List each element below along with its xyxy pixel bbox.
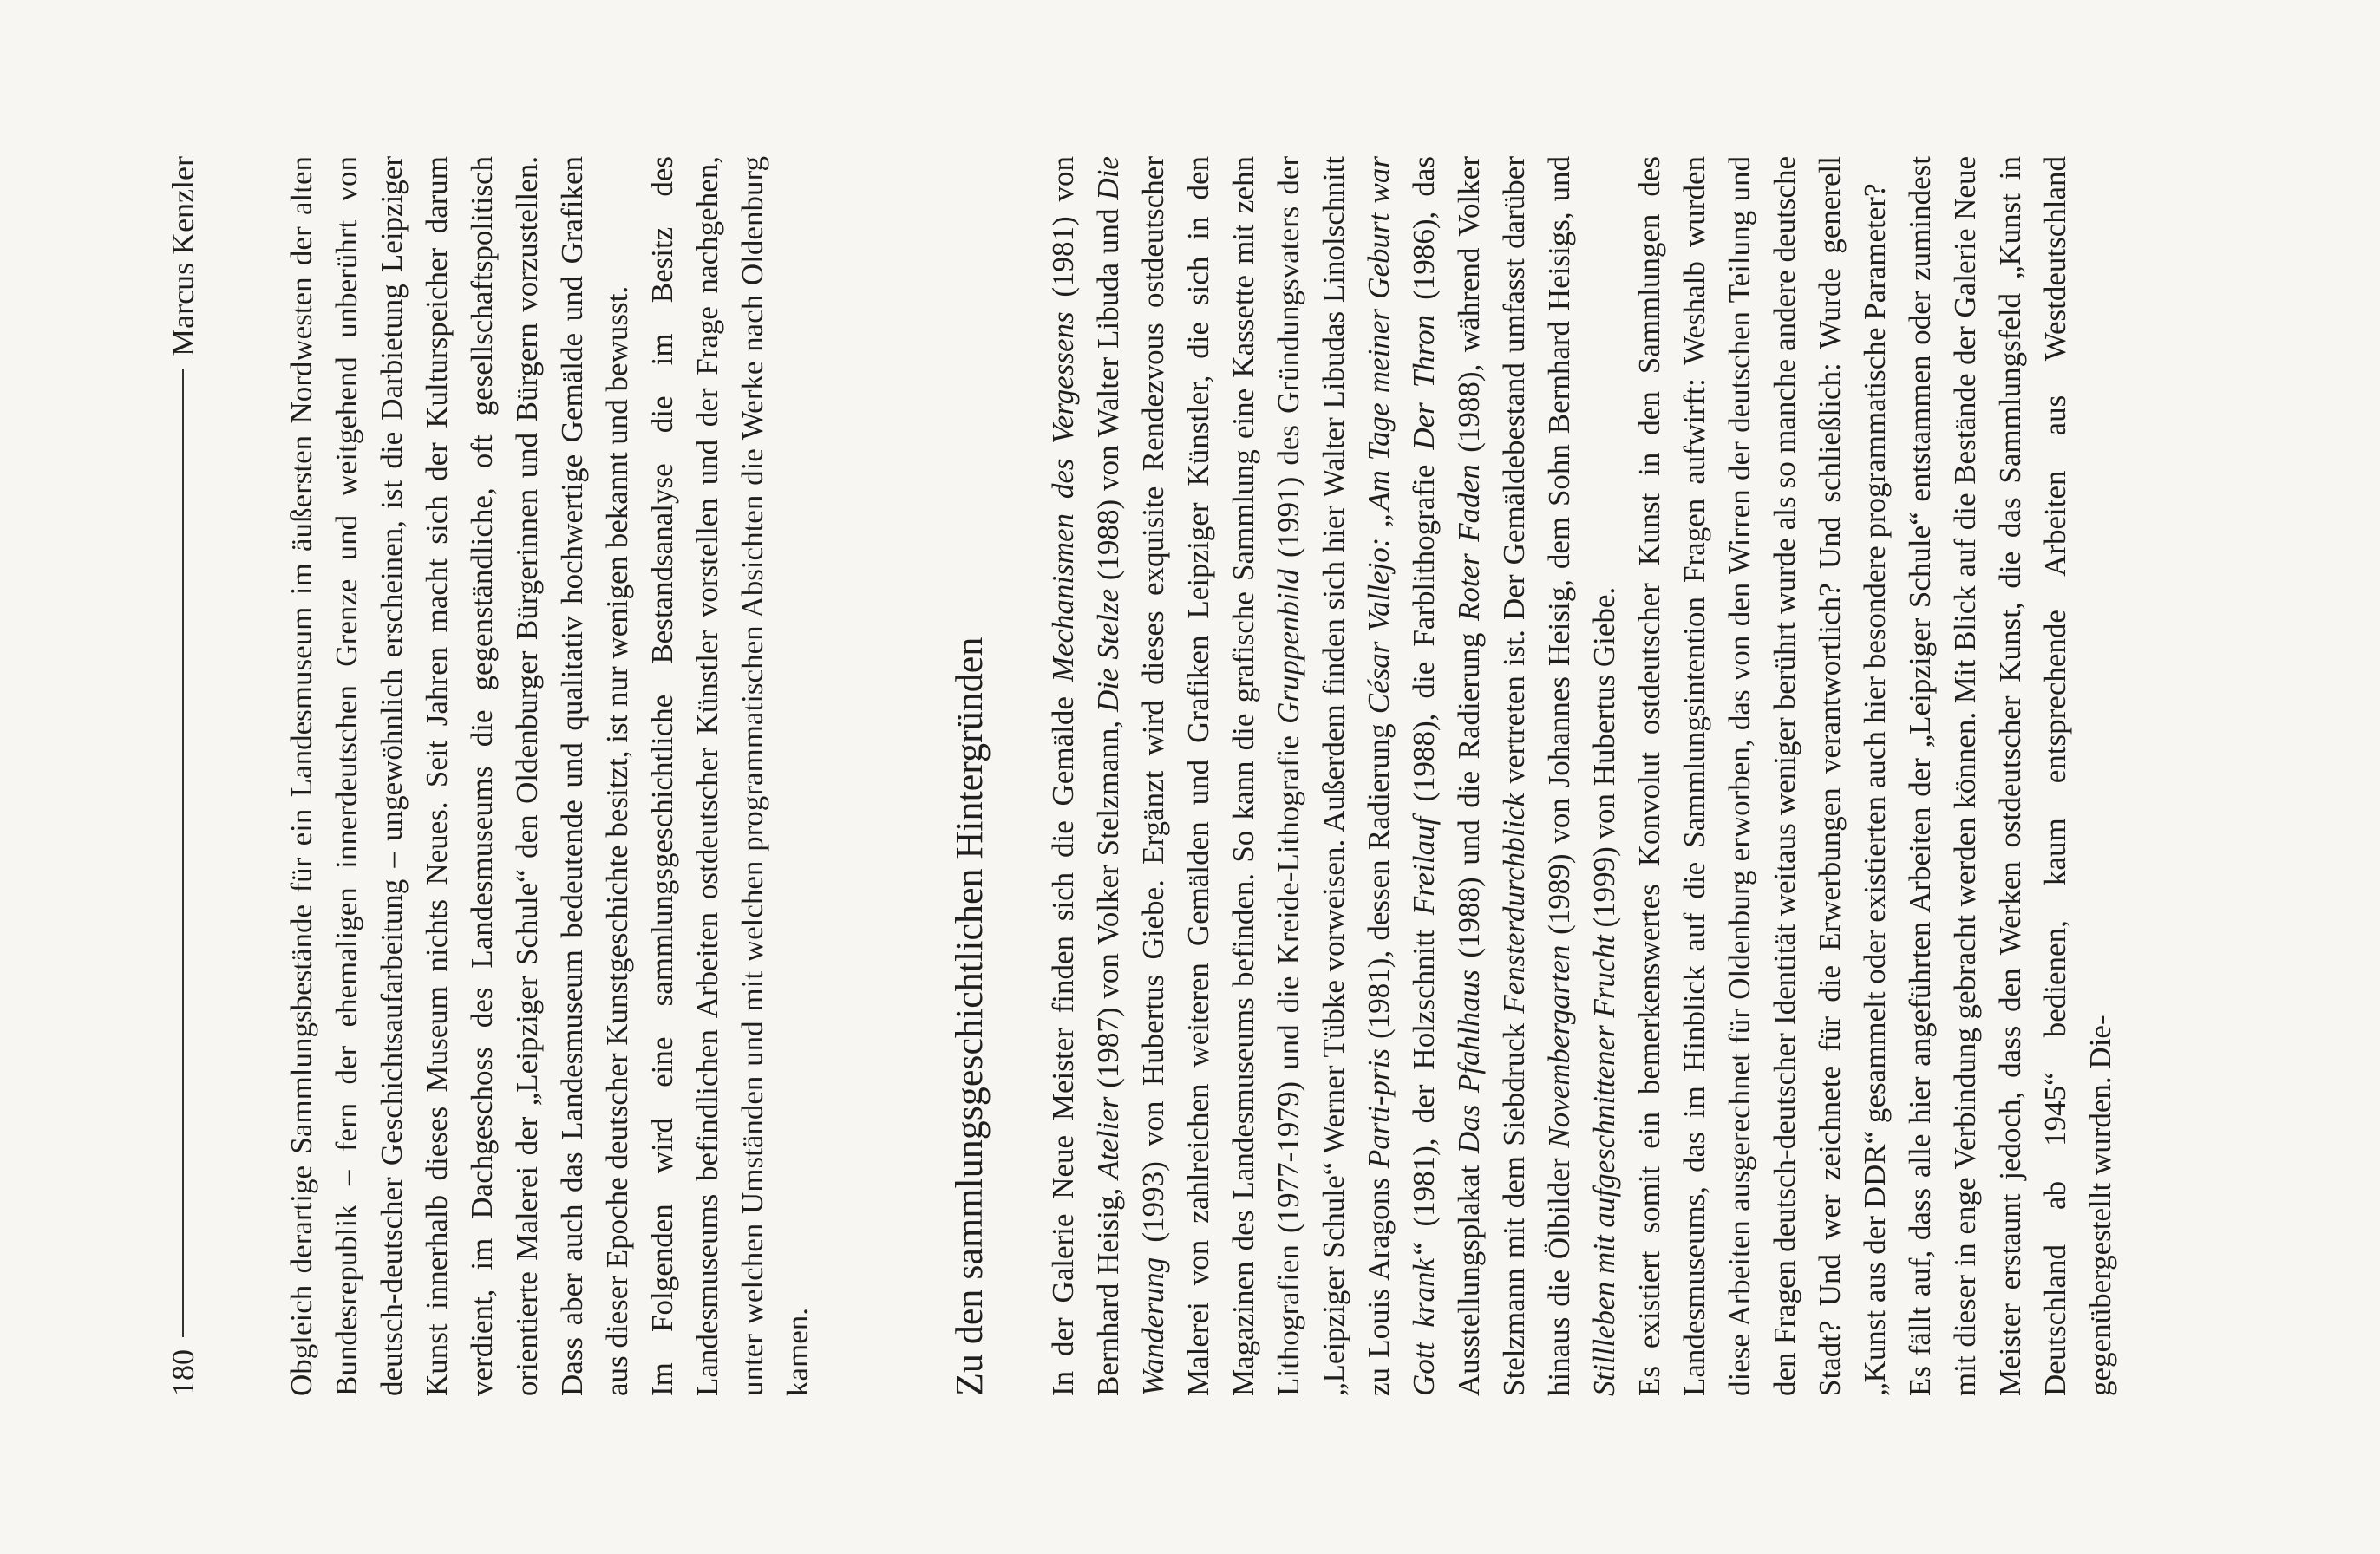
work-title: Die Wanderung xyxy=(1091,156,1170,1396)
work-title: Roter Faden xyxy=(1452,464,1486,622)
work-title: Die Stelze xyxy=(1091,588,1125,713)
work-title: Das Pfahlhaus xyxy=(1452,970,1486,1154)
section-paragraph-3: Es fällt auf, dass alle hier angeführten Arbeiten der „Leipziger Schule“ entstammen oder zumindest mit dieser in enge Verbindung gebracht werden können. Mit Blick auf die Bestände der Galerie Neue Meister erstaunt jedoch, dass den Werken ostdeutscher Kunst, die das Sammlungsfeld „Kunst in Deutschland ab 1945“ bedienen, kaum entsprechende Arbeiten aus Westdeutschland gegenübergestellt wurden. Die- xyxy=(1903,156,2117,1396)
work-title: Mechanismen des Vergessens xyxy=(1046,311,1080,682)
work-title: Freilauf xyxy=(1407,816,1441,916)
work-title: César Vallejo: „Am Tage meiner Geburt war Gott krank“ xyxy=(1362,156,1441,1396)
running-head-author: Marcus Kenzler xyxy=(166,156,200,356)
section-body xyxy=(1041,156,2123,1396)
section-heading: Zu den sammlungsgeschichtlichen Hintergründen xyxy=(948,637,991,1396)
running-header xyxy=(161,156,205,1396)
work-title: Parti-pris xyxy=(1362,1048,1396,1169)
intro-text xyxy=(279,156,821,1396)
work-title: Gruppenbild xyxy=(1272,569,1305,725)
section-paragraph-1: In der Galerie Neue Meister finden sich die Gemälde Mechanismen des Vergessens (1981) von Bernhard Heisig, Atelier (1987) von Volker Stelzmann, Die Stelze (1988) von Walter Libuda und Die Wanderung (1993) von Hubertus Giebe. Ergänzt wird dieses exquisite Rendezvous ostdeutscher Malerei von zahlreichen weiteren Gemälden und Grafiken Leipziger Künstler, die sich in den Magazinen des Landesmuseums befinden. So kann die grafische Sammlung eine Kassette mit zehn Lithografien (1977-1979) und die Kreide-Lithografie Gruppenbild (1991) des Gründungsvaters der „Leipziger Schule“ Werner Tübke vorweisen. Außerdem finden sich hier Walter Libudas Linolschnitt zu Louis Aragons Parti-pris (1981), dessen Radierung César Vallejo: „Am Tage meiner Geburt war Gott krank“ (1981), der Holzschnitt Freilauf (1988), die Farblithografie Der Thron (1986), das Ausstellungsplakat Das Pfahlhaus (1988) und die Radierung Roter Faden (1988), während Volker Stelzmann mit dem Siebdruck Fensterdurchblick vertreten ist. Der Gemäldebestand umfasst darüber hinaus die Ölbilder Novembergarten (1989) von Johannes Heisig, dem Sohn Bernhard Heisigs, und Stillleben mit aufgeschnittener Frucht (1999) von Hubertus Giebe. xyxy=(1046,155,1621,1396)
work-title: Novembergarten xyxy=(1542,944,1576,1148)
work-title: Fensterdurchblick xyxy=(1497,793,1531,1014)
section-paragraph-2: Es existiert somit ein bemerkenswertes Konvolut ostdeutscher Kunst in den Sammlungen des Landesmuseums, das im Hinblick auf die Sammlungsintention Fragen aufwirft: Weshalb wurden diese Arbeiten ausgerechnet für Oldenburg erworben, das von den Wirren der deutschen Teilung und den Fragen deutsch-deutscher Identität weitaus weniger berührt wurde als so manche andere deutsche Stadt? Und wer zeichnete für die Erwerbungen verantwortlich? Und schließlich: Wurde generell „Kunst aus der DDR“ gesammelt oder existierten auch hier besondere programmatische Parameter? xyxy=(1632,156,1892,1396)
page-number: 180 xyxy=(166,1349,200,1396)
intro-paragraph-2: Im Folgenden wird eine sammlungsgeschichtliche Bestandsanalyse die im Besitz des Landesmuseums befindlichen Arbeiten ostdeutscher Künstler vorstellen und der Frage nachgehen, unter welchen Umständen und mit welchen programmatischen Absichten die Werke nach Oldenburg kamen. xyxy=(645,156,814,1396)
intro-paragraph-1: Obgleich derartige Sammlungsbestände für ein Landesmuseum im äußersten Nordwesten der alten Bundesrepublik – fern der ehemaligen innerdeutschen Grenze und weitgehend unberührt von deutsch-deutscher Geschichtsaufarbeitung – ungewöhnlich erscheinen, ist die Darbietung Leipziger Kunst innerhalb dieses Museum nichts Neues. Seit Jahren macht sich der Kulturspeicher darum verdient, im Dachgeschoss des Landesmuseums die gegenständliche, oft gesellschaftspolitisch orientierte Malerei der „Leipziger Schule“ den Oldenburger Bürgerinnen und Bürgern vorzustellen. Dass aber auch das Landesmuseum bedeutende und qualitativ hochwertige Gemälde und Grafiken aus dieser Epoche deutscher Kunstgeschichte besitzt, ist nur wenigen bekannt und bewusst. xyxy=(284,156,634,1396)
header-rule xyxy=(182,369,184,1337)
work-title: Atelier xyxy=(1091,1096,1125,1179)
work-title: Der Thron xyxy=(1407,314,1441,450)
work-title: Stillleben mit aufgeschnittener Frucht xyxy=(1587,935,1621,1396)
